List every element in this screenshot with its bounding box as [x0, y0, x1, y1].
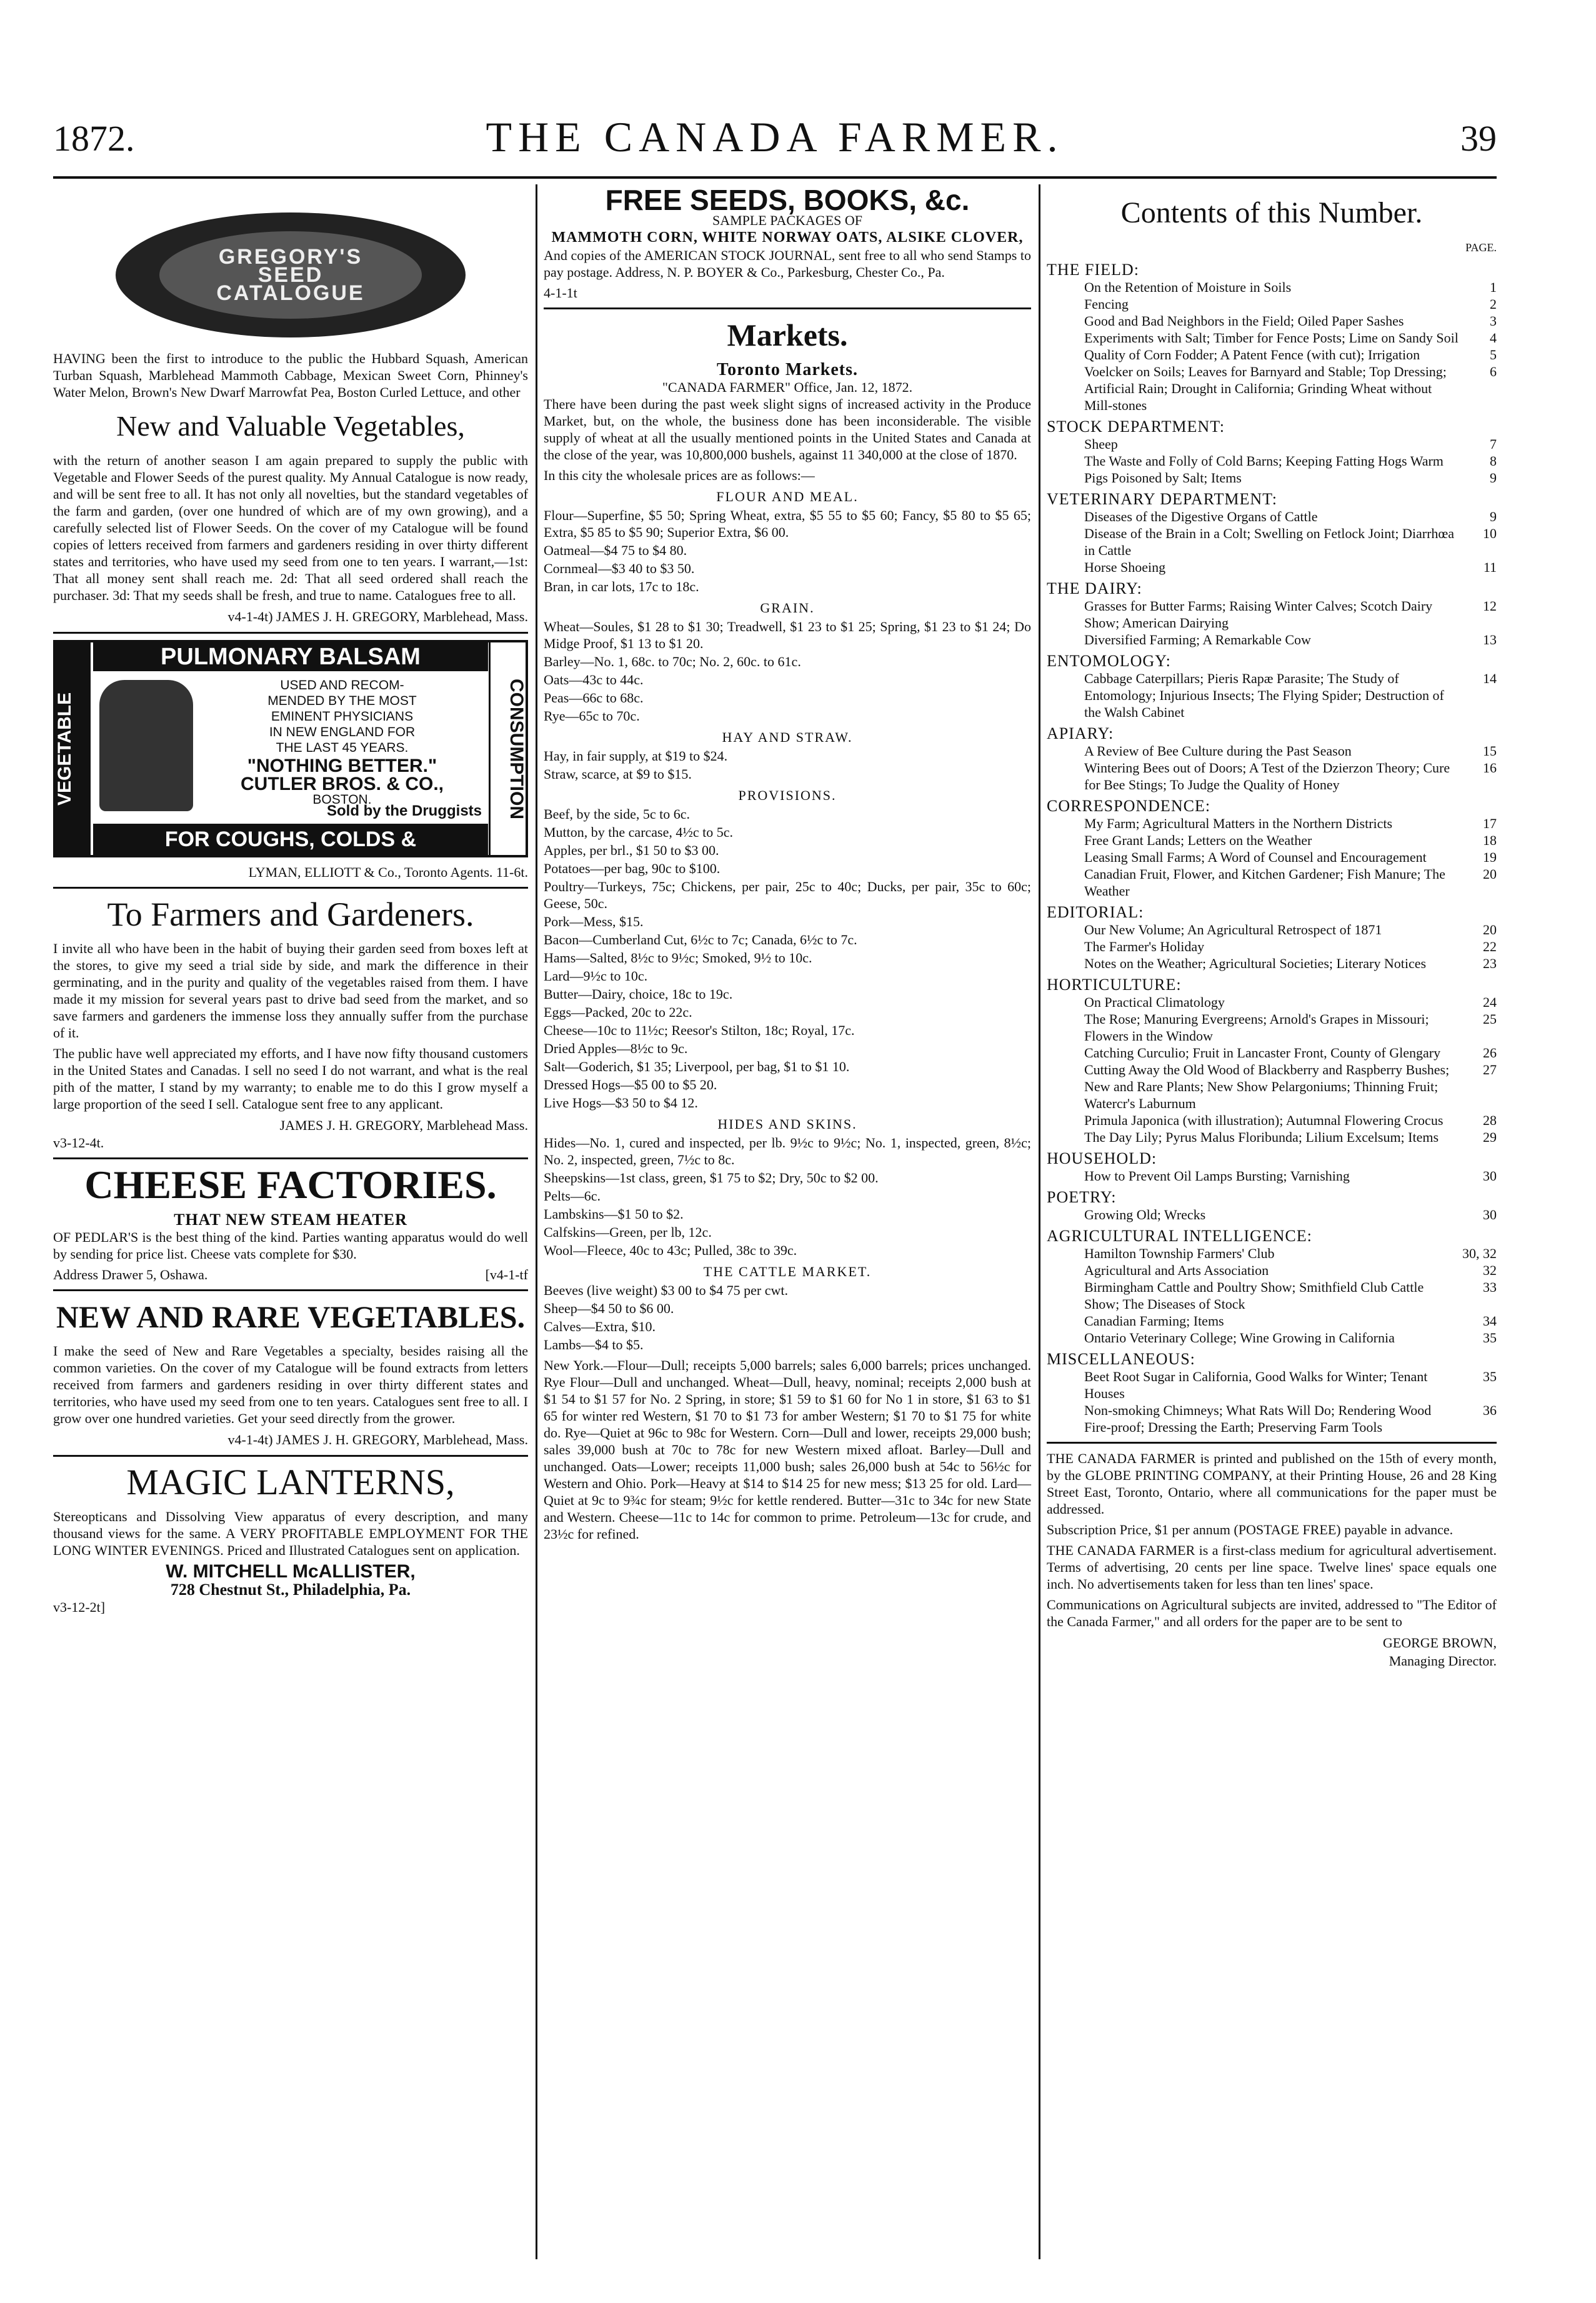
toc-entry — [1047, 1402, 1497, 1436]
magic-lanterns-code: v3-12-2t] — [53, 1599, 106, 1615]
toc-entry-title: My Farm; Agricultural Matters in the Northern Districts — [1084, 816, 1393, 831]
toc-entry — [1047, 346, 1497, 363]
toc-entry-title: Horse Shoeing — [1084, 559, 1166, 575]
market-price-item: Hams—Salted, 8½c to 9½c; Smoked, 9½ to 10c. — [544, 950, 812, 966]
balsam-agent — [53, 864, 528, 881]
toc-entry-page: 33 — [1483, 1279, 1497, 1295]
toc-entry-page: 20 — [1483, 922, 1497, 937]
column-divider-1 — [536, 184, 537, 2259]
balsam-city: BOSTON. — [312, 792, 372, 807]
market-price-item: Mutton, by the carcase, 4½c to 5c. — [544, 824, 734, 840]
publication-notice: THE CANADA FARMER is printed and published on the 15th of every month, by the GLOBE PRINTING COMPANY, at their Printing House, 26 and 28 King Street East, Toronto, Ontario, where all communications for the paper must be addressed. — [1047, 1451, 1497, 1517]
column-divider-2 — [1039, 184, 1040, 2259]
toc-entry-page: 27 — [1483, 1062, 1497, 1077]
toc-entry — [1047, 1262, 1497, 1279]
toc-entry — [1047, 559, 1497, 576]
toc-entry — [1047, 670, 1497, 721]
balsam-agent-name: LYMAN, ELLIOTT & Co., Toronto Agents. — [248, 864, 493, 880]
toc-entry-title: Fencing — [1084, 296, 1129, 312]
toc-section-heading: AGRICULTURAL INTELLIGENCE: — [1047, 1227, 1312, 1245]
toc-entry-page: 18 — [1483, 832, 1497, 848]
divider — [544, 307, 1031, 309]
toc-entry — [1047, 508, 1497, 525]
toc-entry-page: 16 — [1483, 760, 1497, 776]
market-section-heading: GRAIN. — [760, 600, 815, 616]
market-price-item: Sheepskins—1st class, green, $1 75 to $2; Dry, 50c to $2 00. — [544, 1170, 879, 1186]
toc-entry-title: Diversified Farming; A Remarkable Cow — [1084, 632, 1311, 647]
market-price-item: Calves—Extra, $10. — [544, 1319, 656, 1334]
toc-entry — [1047, 921, 1497, 938]
rare-vegetables-heading: NEW AND RARE VEGETABLES. — [56, 1299, 526, 1334]
toc-entry — [1047, 955, 1497, 972]
toc-entry — [1047, 1368, 1497, 1402]
toc-entry — [1047, 452, 1497, 469]
toc-entry — [1047, 1011, 1497, 1044]
gregory-signature: v4-1-4t) JAMES J. H. GREGORY, Marblehead, Mass. — [227, 609, 528, 624]
free-seeds-code: 4-1-1t — [544, 285, 577, 301]
physician-figure-illustration — [99, 680, 193, 811]
toc-section-heading: VETERINARY DEPARTMENT: — [1047, 490, 1277, 508]
pulmonary-balsam-ad — [53, 640, 528, 857]
divider — [53, 1289, 528, 1291]
toc-entry-title: Good and Bad Neighbors in the Field; Oiled Paper Sashes — [1084, 313, 1404, 329]
toc-entry-page: 6 — [1490, 364, 1497, 379]
toc-entry — [1047, 1112, 1497, 1129]
farmers-body-2: The public have well appreciated my efforts, and I have now fifty thousand customers in the United States and Canadas. I sell no seed I do not warrant, and what is the real pith of the matter, I stand by my warranty; to enable me to do this I grow myself a large proportion of the seed I sell. Catalogue sent free to any applicant. — [53, 1046, 528, 1112]
toc-entry — [1047, 938, 1497, 955]
toc-entry — [1047, 296, 1497, 312]
toc-entry — [1047, 436, 1497, 452]
market-price-item: Potatoes—per bag, 90c to $100. — [544, 861, 721, 876]
market-price-item: Flour—Superfine, $5 50; Spring Wheat, extra, $5 55 to $5 60; Fancy, $5 80 to $5 65; Extra, $5 85 to $5 90; Superior Extra, $6 00. — [544, 507, 1031, 540]
toc-entry-title: The Waste and Folly of Cold Barns; Keeping Fatting Hogs Warm — [1084, 453, 1444, 469]
farmers-code: v3-12-4t. — [53, 1135, 104, 1151]
market-price-item: Bacon—Cumberland Cut, 6½c to 7c; Canada, 6½c to 7c. — [544, 932, 857, 947]
toc-entry — [1047, 329, 1497, 346]
market-price-item: Lard—9½c to 10c. — [544, 968, 648, 984]
toc-entry-title: Catching Curculio; Fruit in Lancaster Front, County of Glengary — [1084, 1045, 1441, 1061]
table-of-contents — [1047, 261, 1497, 1436]
market-price-item: Pork—Mess, $15. — [544, 914, 644, 929]
cheese-subheading: THAT NEW STEAM HEATER — [174, 1211, 407, 1229]
toc-entry — [1047, 597, 1497, 631]
page-number: 39 — [1460, 118, 1497, 159]
market-price-item: Salt—Goderich, $1 35; Liverpool, per bag, $1 to $1 10. — [544, 1059, 850, 1074]
logo-line-3: CATALOGUE — [216, 281, 365, 305]
balsam-line: IN NEW ENGLAND FOR — [269, 725, 416, 739]
market-section-heading: HIDES AND SKINS. — [717, 1116, 857, 1132]
market-price-item: Eggs—Packed, 20c to 22c. — [544, 1004, 692, 1020]
toc-entry-page: 9 — [1490, 470, 1497, 486]
market-price-item: Hay, in fair supply, at $19 to $24. — [544, 748, 728, 764]
new-york-market: New York.—Flour—Dull; receipts 5,000 barrels; sales 6,000 barrels; prices unchanged. Rye Flour—Dull and unchanged. Wheat—Dull, heavy, nominal; receipts 2,000 bush at $1 54 to $1 57 for No. 2 Spring, in store; $1 59 to $1 60 for No 1 in store, $1 63 to $1 65 for winter red Western, $1 70 to $1 73 for amber Western; $1 70 to $1 75 for white do. Rye—Quiet at 96c to 98c for Western. Corn—Dull and lower, receipts 29,000 bush; sales 39,000 bush at 70c to 78c for new Western mixed afloat. Barley—Dull and unchanged. Oats—Lower; receipts 11,000 bush; sales 26,000 bush at 54c to 56½c for Western and Ohio. Pork—Heavy at $14 to $14 25 for new mess; $13 25 for old. Lard—Quiet at 9c to 9¾c for steam; 9½c for kettle rendered. Butter—31c to 34c for new State and Western. Cheese—11c to 14c for common to prime. Petroleum—13c for crude, and 23½c for refined. — [544, 1357, 1031, 1542]
market-price-item: Oats—43c to 44c. — [544, 672, 644, 687]
seed-catalogue-logo — [116, 212, 466, 337]
market-section-heading: PROVISIONS. — [738, 787, 837, 803]
toc-entry-title: On the Retention of Moisture in Soils — [1084, 279, 1292, 295]
free-seeds-sub-2: MAMMOTH CORN, WHITE NORWAY OATS, ALSIKE CLOVER, — [551, 229, 1024, 246]
divider — [1047, 1442, 1497, 1444]
toc-entry — [1047, 1206, 1497, 1223]
toc-entry — [1047, 832, 1497, 849]
divider — [53, 1157, 528, 1159]
toc-entry-page: 23 — [1483, 956, 1497, 971]
toc-entry-title: Cutting Away the Old Wood of Blackberry and Raspberry Bushes; New and Rare Plants; New Show Pelargoniums; Thinning Fruit; Watercr's Laburnum — [1084, 1062, 1450, 1111]
magic-lanterns-name: W. MITCHELL McALLISTER, — [166, 1561, 416, 1582]
toc-entry-page: 34 — [1483, 1313, 1497, 1329]
toc-entry-page: 24 — [1483, 994, 1497, 1010]
logo-line-2: SEED — [257, 262, 324, 287]
page-title: THE CANADA FARMER. — [486, 113, 1064, 161]
toc-entry-title: The Rose; Manuring Evergreens; Arnold's Grapes in Missouri; Flowers in the Window — [1084, 1011, 1429, 1044]
balsam-maker: CUTLER BROS. & CO., — [240, 774, 444, 794]
toc-entry-page: 4 — [1490, 330, 1497, 346]
balsam-text — [202, 677, 482, 807]
market-price-item: Lambs—$4 to $5. — [544, 1337, 644, 1352]
market-section-heading: FLOUR AND MEAL. — [716, 489, 859, 504]
toc-entry — [1047, 631, 1497, 648]
toc-entry — [1047, 363, 1497, 414]
toc-entry-page: 8 — [1490, 453, 1497, 469]
toc-entry-title: Voelcker on Soils; Leaves for Barnyard and Stable; Top Dressing; Artificial Rain; Drought in California; Grinding Wheat without Mill-stones — [1084, 364, 1447, 413]
free-seeds-body: And copies of the AMERICAN STOCK JOURNAL, sent free to all who send Stamps to pay postage. Address, N. P. BOYER & Co., Parkesburg, Chester Co., Pa. — [544, 247, 1031, 280]
toc-entry-title: Agricultural and Arts Association — [1084, 1262, 1269, 1278]
toc-entry-page: 30 — [1483, 1207, 1497, 1222]
cheese-body: OF PEDLAR'S is the best thing of the kind. Parties wanting apparatus would do well by sending for price list. Cheese vats complete for $30. — [53, 1229, 528, 1262]
toc-section-heading: POETRY: — [1047, 1188, 1117, 1206]
toc-entry-title: Primula Japonica (with illustration); Autumnal Flowering Crocus — [1084, 1112, 1444, 1128]
toc-entry — [1047, 525, 1497, 559]
toc-entry-page: 3 — [1490, 313, 1497, 329]
balsam-right-label: CONSUMPTION — [489, 642, 526, 855]
rare-vegetables-body: I make the seed of New and Rare Vegetables a specialty, besides raising all the common varieties. On the cover of my Catalogue will be found extracts from letters received from farmers and gardeners residing in over thirty different states and territories, who have used my seed from one to ten years. Catalogues sent free to all. I grow over one hundred varieties. Get your seed directly from the grower. — [53, 1343, 528, 1426]
gregory-body: with the return of another season I am again prepared to supply the public with Vegetable and Flower Seeds of the purest quality. My Annual Catalogue is now ready, and will be sent free to all. It has not only all novelties, but the standard vegetables of the farm and garden, (over one hundred of which are of my own growing), and a carefully selected list of Flower Seeds. On the cover of my Catalogue will be found copies of letters received from farmers and gardeners residing in over thirty different states and territories, who have used my seed from one to ten years. I warrant,—1st: That all money sent shall reach me. 2d: That all seed ordered shall reach the purchaser. 3d: That my seeds shall be fresh, and true to name. Catalogues free to all. — [53, 452, 528, 603]
toc-entry-page: 22 — [1483, 939, 1497, 954]
toc-entry-page: 29 — [1483, 1129, 1497, 1145]
market-section-heading: THE CATTLE MARKET. — [703, 1264, 872, 1279]
toc-entry-title: Hamilton Township Farmers' Club — [1084, 1246, 1275, 1261]
contents-heading: Contents of this Number. — [1120, 196, 1423, 229]
toc-entry-page: 20 — [1483, 866, 1497, 882]
market-price-item: Beef, by the side, 5c to 6c. — [544, 806, 690, 822]
column-right — [1047, 187, 1497, 1670]
toc-entry — [1047, 1245, 1497, 1262]
header-rule — [53, 176, 1497, 179]
toc-entry — [1047, 994, 1497, 1011]
market-price-item: Rye—65c to 70c. — [544, 708, 640, 724]
market-price-item: Sheep—$4 50 to $6 00. — [544, 1301, 674, 1316]
toc-entry-page: 14 — [1483, 671, 1497, 686]
market-price-item: Calfskins—Green, per lb, 12c. — [544, 1224, 712, 1240]
toc-entry-page: 17 — [1483, 816, 1497, 831]
toc-entry — [1047, 1279, 1497, 1312]
market-price-item: Bran, in car lots, 17c to 18c. — [544, 579, 699, 594]
toc-entry-page: 2 — [1490, 296, 1497, 312]
cheese-code: [v4-1-tf — [485, 1267, 528, 1282]
toc-entry-page: 1 — [1490, 279, 1497, 295]
toc-entry — [1047, 1312, 1497, 1329]
balsam-code: 11-6t. — [496, 864, 528, 880]
communications-notice: Communications on Agricultural subjects are invited, addressed to "The Editor of the Canada Farmer," and all orders for the paper are to be sent to — [1047, 1597, 1497, 1629]
market-price-item: Poultry—Turkeys, 75c; Chickens, per pair, 25c to 40c; Ducks, per pair, 35c to 60c; Geese, 50c. — [544, 879, 1031, 911]
toc-section-heading: THE FIELD: — [1047, 261, 1139, 279]
market-section-heading: HAY AND STRAW. — [722, 729, 853, 745]
free-seeds-heading: FREE SEEDS, BOOKS, &c. — [605, 184, 970, 216]
toc-entry-title: Disease of the Brain in a Colt; Swelling on Fetlock Joint; Diarrhœa in Cattle — [1084, 526, 1455, 558]
balsam-slogan: "NOTHING BETTER." — [247, 756, 437, 776]
gregory-heading: New and Valuable Vegetables, — [116, 410, 465, 442]
newspaper-page — [53, 106, 1497, 2262]
market-price-item: Pelts—6c. — [544, 1188, 601, 1204]
toc-entry-page: 25 — [1483, 1011, 1497, 1027]
market-price-item: Dried Apples—8½c to 9c. — [544, 1041, 688, 1056]
toc-entry-title: Birmingham Cattle and Poultry Show; Smithfield Club Cattle Show; The Diseases of Stock — [1084, 1279, 1424, 1312]
toc-entry-title: Wintering Bees out of Doors; A Test of the Dzierzon Theory; Cure for Bee Stings; To Judge the Quality of Honey — [1084, 760, 1450, 792]
toc-entry — [1047, 1129, 1497, 1146]
toc-section-heading: THE DAIRY: — [1047, 579, 1142, 597]
signature-name: GEORGE BROWN, — [1382, 1635, 1497, 1651]
market-price-item: Butter—Dairy, choice, 18c to 19c. — [544, 986, 733, 1002]
toc-entry-page: 5 — [1490, 347, 1497, 362]
farmers-heading: To Farmers and Gardeners. — [107, 896, 474, 933]
toc-entry-page: 7 — [1490, 436, 1497, 452]
toc-entry — [1047, 1044, 1497, 1061]
toc-entry — [1047, 1061, 1497, 1112]
toc-entry-title: Leasing Small Farms; A Word of Counsel and Encouragement — [1084, 849, 1427, 865]
column-left — [53, 187, 528, 1616]
column-middle — [544, 184, 1031, 1546]
balsam-bottom: FOR COUGHS, COLDS & — [93, 824, 488, 855]
market-price-item: Apples, per brl., $1 50 to $3 00. — [544, 842, 719, 858]
toc-entry-page: 12 — [1483, 598, 1497, 614]
toc-entry — [1047, 279, 1497, 296]
market-price-item: Straw, scarce, at $9 to $15. — [544, 766, 692, 782]
toronto-dateline: "CANADA FARMER" Office, Jan. 12, 1872. — [662, 379, 913, 395]
advertising-notice: THE CANADA FARMER is a first-class medium for agricultural advertisement. Terms of advertising, 20 cents per line space. Twelve lines' space equals one inch. No advertisements taken for less than ten lines' space. — [1047, 1542, 1497, 1592]
market-price-item: Wheat—Soules, $1 28 to $1 30; Treadwell, $1 23 to $1 25; Spring, $1 23 to $1 24; Do Midge Proof, $1 13 to $1 20. — [544, 619, 1031, 651]
balsam-sold-by: Sold by the Druggists — [326, 802, 482, 819]
toc-entry-page: 10 — [1483, 526, 1497, 541]
toronto-markets-heading: Toronto Markets. — [717, 360, 858, 379]
toc-entry — [1047, 469, 1497, 486]
magic-lanterns-heading: MAGIC LANTERNS, — [126, 1462, 455, 1502]
page-column-label: PAGE. — [1465, 241, 1497, 254]
balsam-line: THE LAST 45 YEARS. — [276, 741, 409, 755]
cheese-heading: CHEESE FACTORIES. — [84, 1162, 497, 1207]
toc-entry-title: Beet Root Sugar in California, Good Walks for Winter; Tenant Houses — [1084, 1369, 1428, 1401]
free-seeds-sub-1: SAMPLE PACKAGES OF — [712, 212, 863, 228]
market-price-item: Cornmeal—$3 40 to $3 50. — [544, 561, 695, 576]
toc-section-heading: CORRESPONDENCE: — [1047, 797, 1211, 815]
toc-entry — [1047, 866, 1497, 899]
toc-entry-title: Notes on the Weather; Agricultural Societies; Literary Notices — [1084, 956, 1427, 971]
balsam-line: EMINENT PHYSICIANS — [271, 709, 414, 724]
toc-entry-title: How to Prevent Oil Lamps Bursting; Varnishing — [1084, 1168, 1350, 1184]
market-price-item: Dressed Hogs—$5 00 to $5 20. — [544, 1077, 717, 1092]
toc-section-heading: HOUSEHOLD: — [1047, 1149, 1157, 1167]
toc-entry — [1047, 759, 1497, 793]
toc-entry-page: 28 — [1483, 1112, 1497, 1128]
toc-entry-title: On Practical Climatology — [1084, 994, 1225, 1010]
balsam-left-label: VEGETABLE — [56, 642, 91, 855]
market-price-sections — [544, 487, 1031, 1353]
toc-entry-page: 35 — [1483, 1369, 1497, 1384]
logo-line-1: GREGORY'S — [218, 244, 363, 269]
toc-section-heading: APIARY: — [1047, 724, 1114, 742]
market-price-item: Barley—No. 1, 68c. to 70c; No. 2, 60c. to 61c. — [544, 654, 801, 669]
toc-section-heading: STOCK DEPARTMENT: — [1047, 417, 1225, 436]
balsam-title: PULMONARY BALSAM — [93, 642, 488, 671]
toc-entry-title: Cabbage Caterpillars; Pieris Rapæ Parasite; The Study of Entomology; Injurious Insects; The Flying Spider; Destruction of the Walsh Cabinet — [1084, 671, 1444, 720]
subscription-notice: Subscription Price, $1 per annum (POSTAGE FREE) payable in advance. — [1047, 1522, 1454, 1537]
toc-entry-title: Canadian Farming; Items — [1084, 1313, 1224, 1329]
toc-entry-page: 15 — [1483, 743, 1497, 759]
toc-entry — [1047, 1329, 1497, 1346]
market-price-item: Hides—No. 1, cured and inspected, per lb. 9½c to 9½c; No. 1, inspected, green, 8½c; No. 2, inspected, green, 7½c to 8c. — [544, 1135, 1031, 1167]
farmers-signature: JAMES J. H. GREGORY, Marblehead Mass. — [279, 1117, 528, 1133]
toc-entry-title: Pigs Poisoned by Salt; Items — [1084, 470, 1242, 486]
cheese-address: Address Drawer 5, Oshawa. — [53, 1267, 208, 1282]
toc-entry-title: Ontario Veterinary College; Wine Growing in California — [1084, 1330, 1395, 1346]
masthead — [53, 106, 1497, 181]
market-price-item: Lambskins—$1 50 to $2. — [544, 1206, 684, 1222]
divider — [53, 1455, 528, 1457]
toc-entry-page: 35 — [1483, 1330, 1497, 1346]
toc-entry-title: Canadian Fruit, Flower, and Kitchen Gardener; Fish Manure; The Weather — [1084, 866, 1445, 899]
toronto-body-2: In this city the wholesale prices are as follows:— — [544, 467, 815, 483]
toc-section-heading: ENTOMOLOGY: — [1047, 652, 1171, 670]
toc-entry-title: Sheep — [1084, 436, 1118, 452]
farmers-body-1: I invite all who have been in the habit of buying their garden seed from boxes left at the stores, to give my seed a trial side by side, and mark the difference in their germinating, and in the purity and quality of the vegetables raised from them. I have made it my mission for several years past to drive bad seed from the market, and so save farmers and gardeners the immense loss they annually suffer from the purchase of it. — [53, 941, 528, 1041]
market-price-item: Oatmeal—$4 75 to $4 80. — [544, 542, 687, 558]
magic-lanterns-address: 728 Chestnut St., Philadelphia, Pa. — [170, 1581, 411, 1599]
market-price-item: Wool—Fleece, 40c to 43c; Pulled, 38c to 39c. — [544, 1242, 797, 1258]
toc-entry-page: 26 — [1483, 1045, 1497, 1061]
toc-entry — [1047, 815, 1497, 832]
market-price-item: Peas—66c to 68c. — [544, 690, 644, 706]
divider — [53, 887, 528, 889]
page-year: 1872. — [53, 118, 135, 159]
toc-entry-title: Diseases of the Digestive Organs of Cattle — [1084, 509, 1318, 524]
toc-entry — [1047, 849, 1497, 866]
balsam-line: USED AND RECOM- — [280, 678, 404, 692]
markets-heading: Markets. — [727, 317, 848, 352]
toc-entry-page: 30 — [1483, 1168, 1497, 1184]
toc-entry-title: Non-smoking Chimneys; What Rats Will Do; Rendering Wood Fire-proof; Dressing the Earth; Preserving Farm Tools — [1084, 1402, 1432, 1435]
market-price-item: Live Hogs—$3 50 to $4 12. — [544, 1095, 698, 1111]
balsam-line: MENDED BY THE MOST — [267, 694, 417, 708]
toronto-body: There have been during the past week slight signs of increased activity in the Produce Market, but, on the whole, the business done has been inconsiderable. The visible supply of wheat at all the usually mentioned points in the United States and Canada at the close of the year, was 10,800,000 bushels, against 11 340,000 at the close of 1870. — [544, 396, 1031, 462]
rare-vegetables-signature: v4-1-4t) JAMES J. H. GREGORY, Marblehead, Mass. — [227, 1432, 528, 1447]
toc-section-heading: HORTICULTURE: — [1047, 976, 1182, 994]
toc-entry-title: The Farmer's Holiday — [1084, 939, 1205, 954]
toc-entry-page: 30, 32 — [1462, 1246, 1497, 1261]
gregory-intro: HAVING been the first to introduce to the public the Hubbard Squash, American Turban Squash, Marblehead Mammoth Cabbage, Mexican Sweet Corn, Phinney's Water Melon, Brown's New Dwarf Marrowfat Pea, Boston Curled Lettuce, and other — [53, 351, 528, 400]
toc-entry-title: Grasses for Butter Farms; Raising Winter Calves; Scotch Dairy Show; American Dairying — [1084, 598, 1433, 631]
toc-entry — [1047, 1167, 1497, 1184]
toc-section-heading: MISCELLANEOUS: — [1047, 1350, 1195, 1368]
toc-entry-title: Free Grant Lands; Letters on the Weather — [1084, 832, 1312, 848]
toc-entry-page: 36 — [1483, 1402, 1497, 1418]
toc-entry-page: 19 — [1483, 849, 1497, 865]
toc-entry-title: Quality of Corn Fodder; A Patent Fence (with cut); Irrigation — [1084, 347, 1420, 362]
toc-section-heading: EDITORIAL: — [1047, 903, 1144, 921]
toc-entry — [1047, 742, 1497, 759]
magic-lanterns-body: Stereopticans and Dissolving View apparatus of every description, and many thousand views for the same. A VERY PROFITABLE EMPLOYMENT FOR THE LONG WINTER EVENINGS. Priced and Illustrated Catalogues sent on application. — [53, 1509, 528, 1558]
toc-entry-title: Experiments with Salt; Timber for Fence Posts; Lime on Sandy Soil — [1084, 330, 1459, 346]
toc-entry-page: 13 — [1483, 632, 1497, 647]
toc-entry-page: 9 — [1490, 509, 1497, 524]
cheese-address-row — [53, 1266, 528, 1283]
market-price-item: Cheese—10c to 11½c; Reesor's Stilton, 18c; Royal, 17c. — [544, 1022, 855, 1038]
toc-entry-title: The Day Lily; Pyrus Malus Floribunda; Lilium Excelsum; Items — [1084, 1129, 1439, 1145]
toc-entry-title: A Review of Bee Culture during the Past Season — [1084, 743, 1352, 759]
toc-entry-title: Growing Old; Wrecks — [1084, 1207, 1206, 1222]
toc-entry-title: Our New Volume; An Agricultural Retrospect of 1871 — [1084, 922, 1382, 937]
toc-entry-page: 32 — [1483, 1262, 1497, 1278]
divider — [53, 632, 528, 634]
market-price-item: Beeves (live weight) $3 00 to $4 75 per cwt. — [544, 1282, 789, 1298]
signature-title: Managing Director. — [1389, 1653, 1497, 1669]
toc-entry — [1047, 312, 1497, 329]
toc-entry-page: 11 — [1483, 559, 1497, 575]
